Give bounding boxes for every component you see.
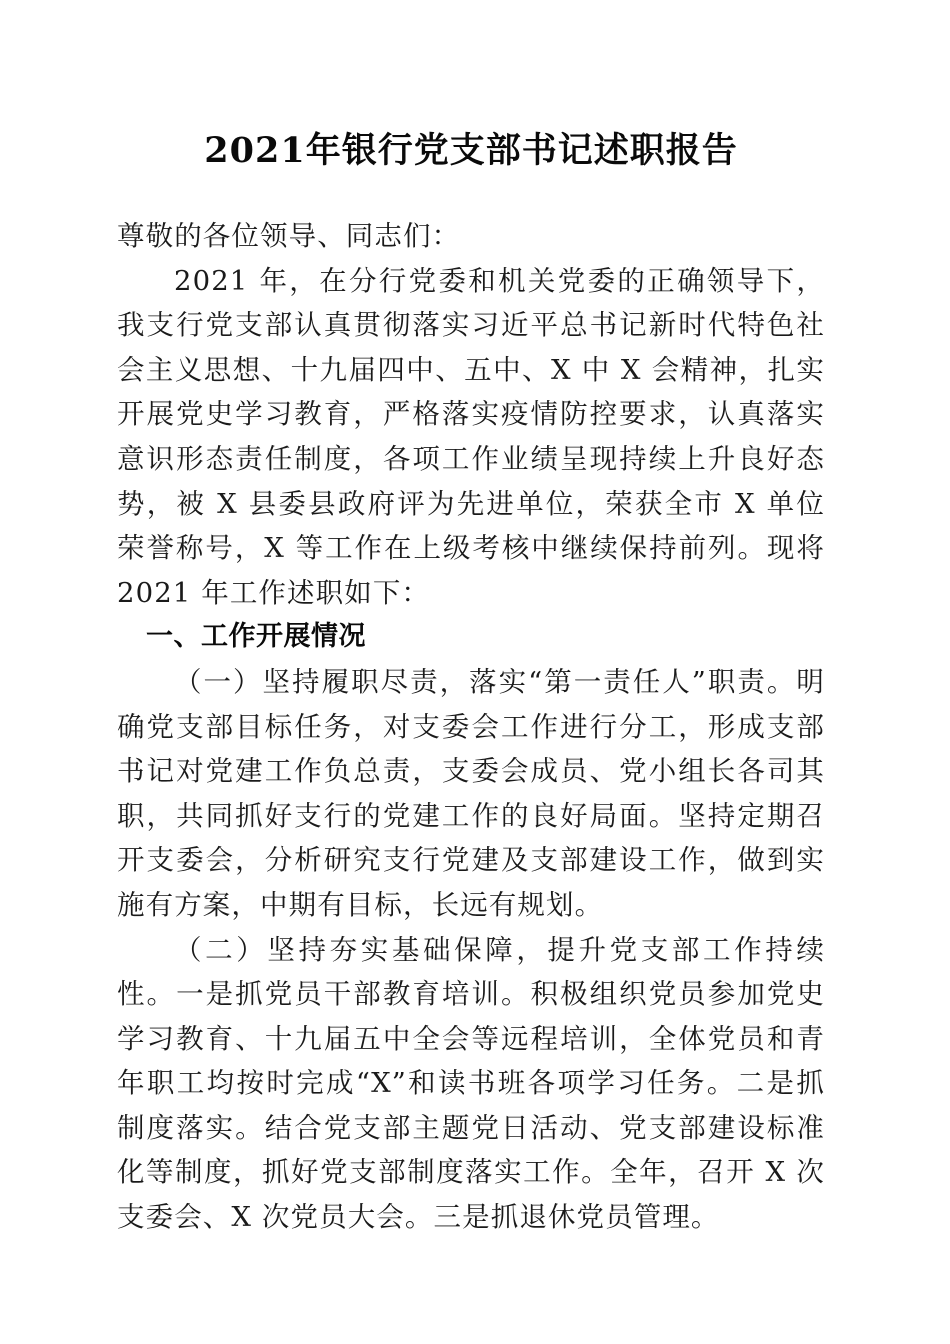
intro-paragraph: 2021 年，在分行党委和机关党委的正确领导下，我支行党支部认真贯彻落实习近平总书记新时代特色社会主义思想、十九届四中、五中、X 中 X 会精神，扎实开展党史学习教育，严格落实疫情防控要求，认真落实意识形态责任制度，各项工作业绩呈现持续上升良好态势，被 X 县委县政府评为先进单位，荣获全市 X 单位荣誉称号，X 等工作在上级考核中继续保持前列。现将 2021 年工作述职如下：: [117, 264, 825, 609]
salutation-line: 尊敬的各位领导、同志们：: [117, 220, 461, 252]
heading-section-one: 一、工作开展情况: [146, 621, 366, 653]
subsection-two-paragraph: （二）坚持夯实基础保障，提升党支部工作持续性。一是抓党员干部教育培训。积极组织党员参加党史学习教育、十九届五中全会等远程培训，全体党员和青年职工均按时完成“X”和读书班各项学习任务。二是抓制度落实。结合党支部主题党日活动、党支部建设标准化等制度，抓好党支部制度落实工作。全年，召开 X 次支委会、X 次党员大会。三是抓退休党员管理。: [117, 933, 825, 1234]
subsection-one-paragraph: （一）坚持履职尽责，落实“第一责任人”职责。明确党支部目标任务，对支委会工作进行分工，形成支部书记对党建工作负总责，支委会成员、党小组长各司其职，共同抓好支行的党建工作的良好局面。坚持定期召开支委会，分析研究支行党建及支部建设工作，做到实施有方案，中期有目标，长远有规划。: [117, 665, 825, 921]
page-title: 2021年银行党支部书记述职报告: [204, 130, 738, 171]
title-spacer: [117, 174, 825, 214]
document-body: [117, 0, 825, 1240]
